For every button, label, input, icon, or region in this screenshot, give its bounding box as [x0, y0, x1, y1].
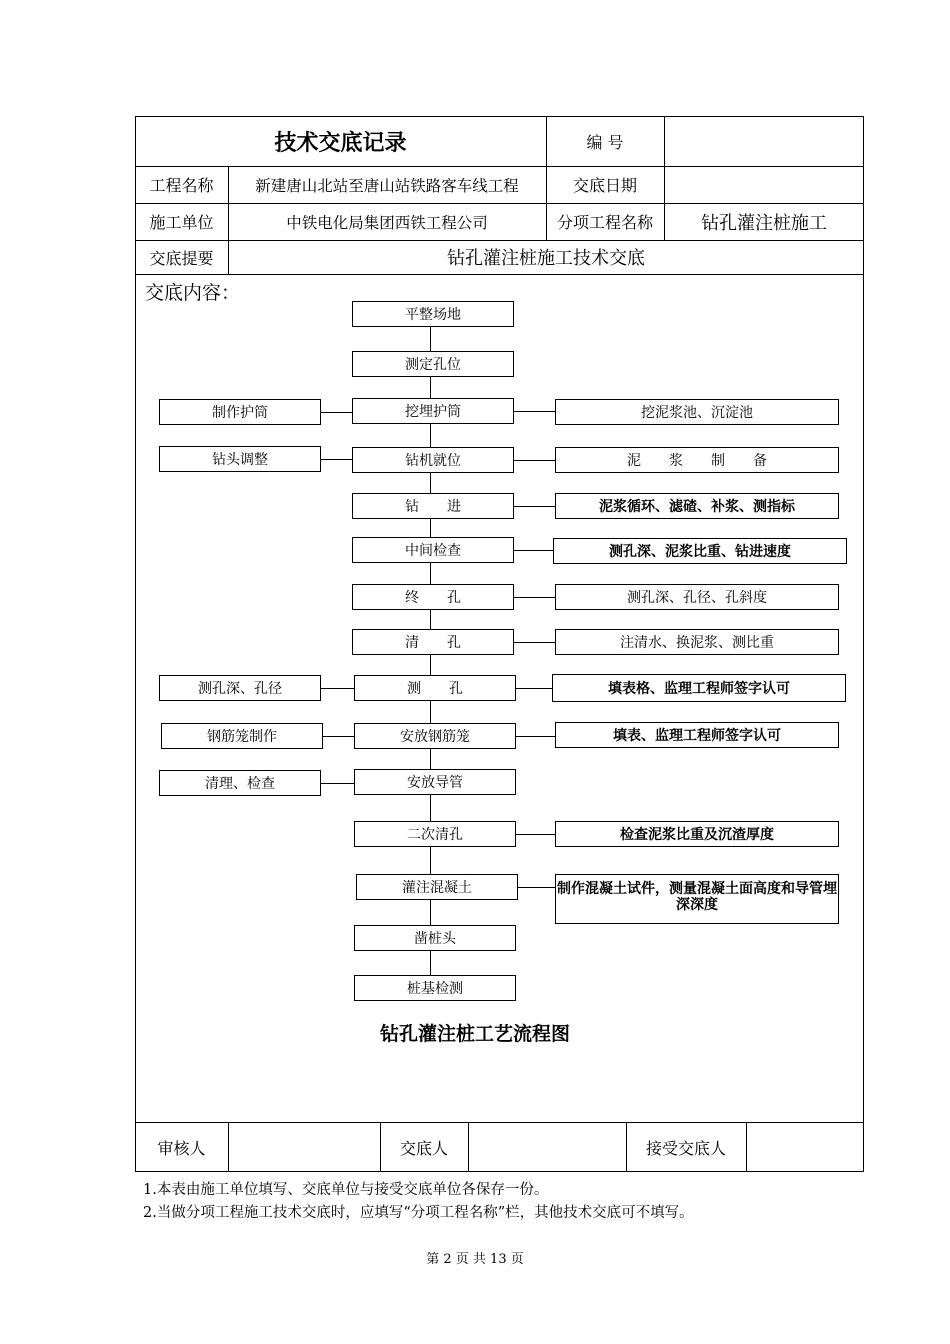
- connector-line: [430, 563, 431, 584]
- flow-side-task: 测孔深、孔径、孔斜度: [555, 584, 839, 610]
- flow-side-task: 填表格、监理工程师签字认可: [552, 674, 846, 702]
- connector-line: [514, 642, 555, 643]
- flow-side-task: 测孔深、泥浆比重、钻进速度: [553, 538, 847, 564]
- connector-line: [430, 847, 431, 874]
- document-title: 技术交底记录: [274, 130, 407, 156]
- connector-line: [516, 688, 552, 689]
- connector-line: [430, 655, 431, 675]
- flow-step: 清 孔: [352, 629, 514, 655]
- flow-side-task: 填表、监理工程师签字认可: [555, 722, 839, 748]
- connector-line: [430, 951, 431, 975]
- flow-step: 钻机就位: [352, 447, 514, 473]
- connector-line: [518, 887, 555, 888]
- flow-side-task: 制作护筒: [159, 399, 321, 425]
- connector-line: [430, 473, 431, 493]
- connector-line: [514, 597, 555, 598]
- number-label: 编 号: [586, 132, 624, 152]
- date-label: 交底日期: [572, 176, 637, 195]
- reviewer-value[interactable]: [228, 1122, 380, 1172]
- flow-side-task: 检查泥浆比重及沉渣厚度: [555, 821, 839, 847]
- flow-step: 安放导管: [354, 769, 516, 795]
- flow-step: 钻 进: [352, 493, 514, 519]
- connector-line: [430, 795, 431, 821]
- connector-line: [514, 460, 555, 461]
- connector-line: [514, 506, 555, 507]
- flowchart-caption: 钻孔灌注桩工艺流程图: [380, 1023, 571, 1045]
- unit-value[interactable]: 中铁电化局集团西铁工程公司: [286, 213, 488, 232]
- flow-step: 凿桩头: [354, 925, 516, 951]
- discloser-label: 交底人: [399, 1138, 448, 1158]
- subproject-label: 分项工程名称: [556, 213, 653, 232]
- flow-step: 中间检查: [352, 537, 514, 563]
- connector-line: [321, 783, 354, 784]
- project-name-value[interactable]: 新建唐山北站至唐山站铁路客车线工程: [255, 176, 519, 195]
- number-value[interactable]: [664, 116, 864, 166]
- flow-step: 安放钢筋笼: [354, 723, 516, 749]
- connector-line: [430, 900, 431, 925]
- note-2: 2.当做分项工程施工技术交底时，应填写“分项工程名称”栏，其他技术交底可不填写。: [143, 1205, 694, 1221]
- flow-side-task: 测孔深、孔径: [159, 675, 321, 701]
- flow-step: 二次清孔: [354, 821, 516, 847]
- receiver-label: 接受交底人: [645, 1138, 726, 1158]
- connector-line: [514, 411, 555, 412]
- connector-line: [321, 412, 352, 413]
- flow-step: 灌注混凝土: [356, 874, 518, 900]
- date-value[interactable]: [664, 166, 864, 203]
- summary-label: 交底提要: [149, 248, 214, 268]
- flow-step: 平整场地: [352, 301, 514, 327]
- receiver-value[interactable]: [746, 1122, 864, 1172]
- note-1: 1.本表由施工单位填写、交底单位与接受交底单位各保存一份。: [143, 1182, 549, 1198]
- flow-step: 测 孔: [354, 675, 516, 701]
- flow-side-task: 泥浆循环、滤碴、补浆、测指标: [555, 493, 839, 519]
- connector-line: [321, 688, 354, 689]
- flow-step: 终 孔: [352, 584, 514, 610]
- connector-line: [430, 377, 431, 398]
- flow-side-task: 挖泥浆池、沉淀池: [555, 399, 839, 425]
- flow-step: 挖埋护筒: [352, 398, 514, 424]
- flow-side-task: 注清水、换泥浆、测比重: [555, 629, 839, 655]
- reviewer-label: 审核人: [157, 1138, 206, 1158]
- unit-label: 施工单位: [149, 213, 214, 232]
- connector-line: [321, 459, 352, 460]
- flow-step: 测定孔位: [352, 351, 514, 377]
- flow-side-task: 清理、检查: [159, 770, 321, 796]
- content-label: 交底内容：: [145, 282, 241, 304]
- flow-side-task: 泥 浆 制 备: [555, 447, 839, 473]
- connector-line: [516, 736, 555, 737]
- flow-side-task: 钻头调整: [159, 446, 321, 472]
- connector-line: [323, 736, 354, 737]
- flow-side-task: 制作混凝土试件，测量混凝土面高度和导管埋深深度: [555, 874, 839, 924]
- project-name-label: 工程名称: [149, 176, 214, 195]
- connector-line: [430, 424, 431, 447]
- connector-line: [514, 550, 553, 551]
- connector-line: [430, 327, 431, 351]
- connector-line: [430, 701, 431, 723]
- connector-line: [430, 749, 431, 769]
- row-divider: [135, 274, 864, 275]
- flow-side-task: 钢筋笼制作: [161, 723, 323, 749]
- connector-line: [430, 610, 431, 629]
- discloser-value[interactable]: [468, 1122, 626, 1172]
- flow-step: 桩基检测: [354, 975, 516, 1001]
- subproject-value[interactable]: 钻孔灌注桩施工: [701, 212, 827, 234]
- connector-line: [516, 834, 555, 835]
- summary-value[interactable]: 钻孔灌注桩施工技术交底: [447, 248, 645, 269]
- page-number: 第 2 页 共 13 页: [426, 1252, 524, 1267]
- connector-line: [430, 519, 431, 537]
